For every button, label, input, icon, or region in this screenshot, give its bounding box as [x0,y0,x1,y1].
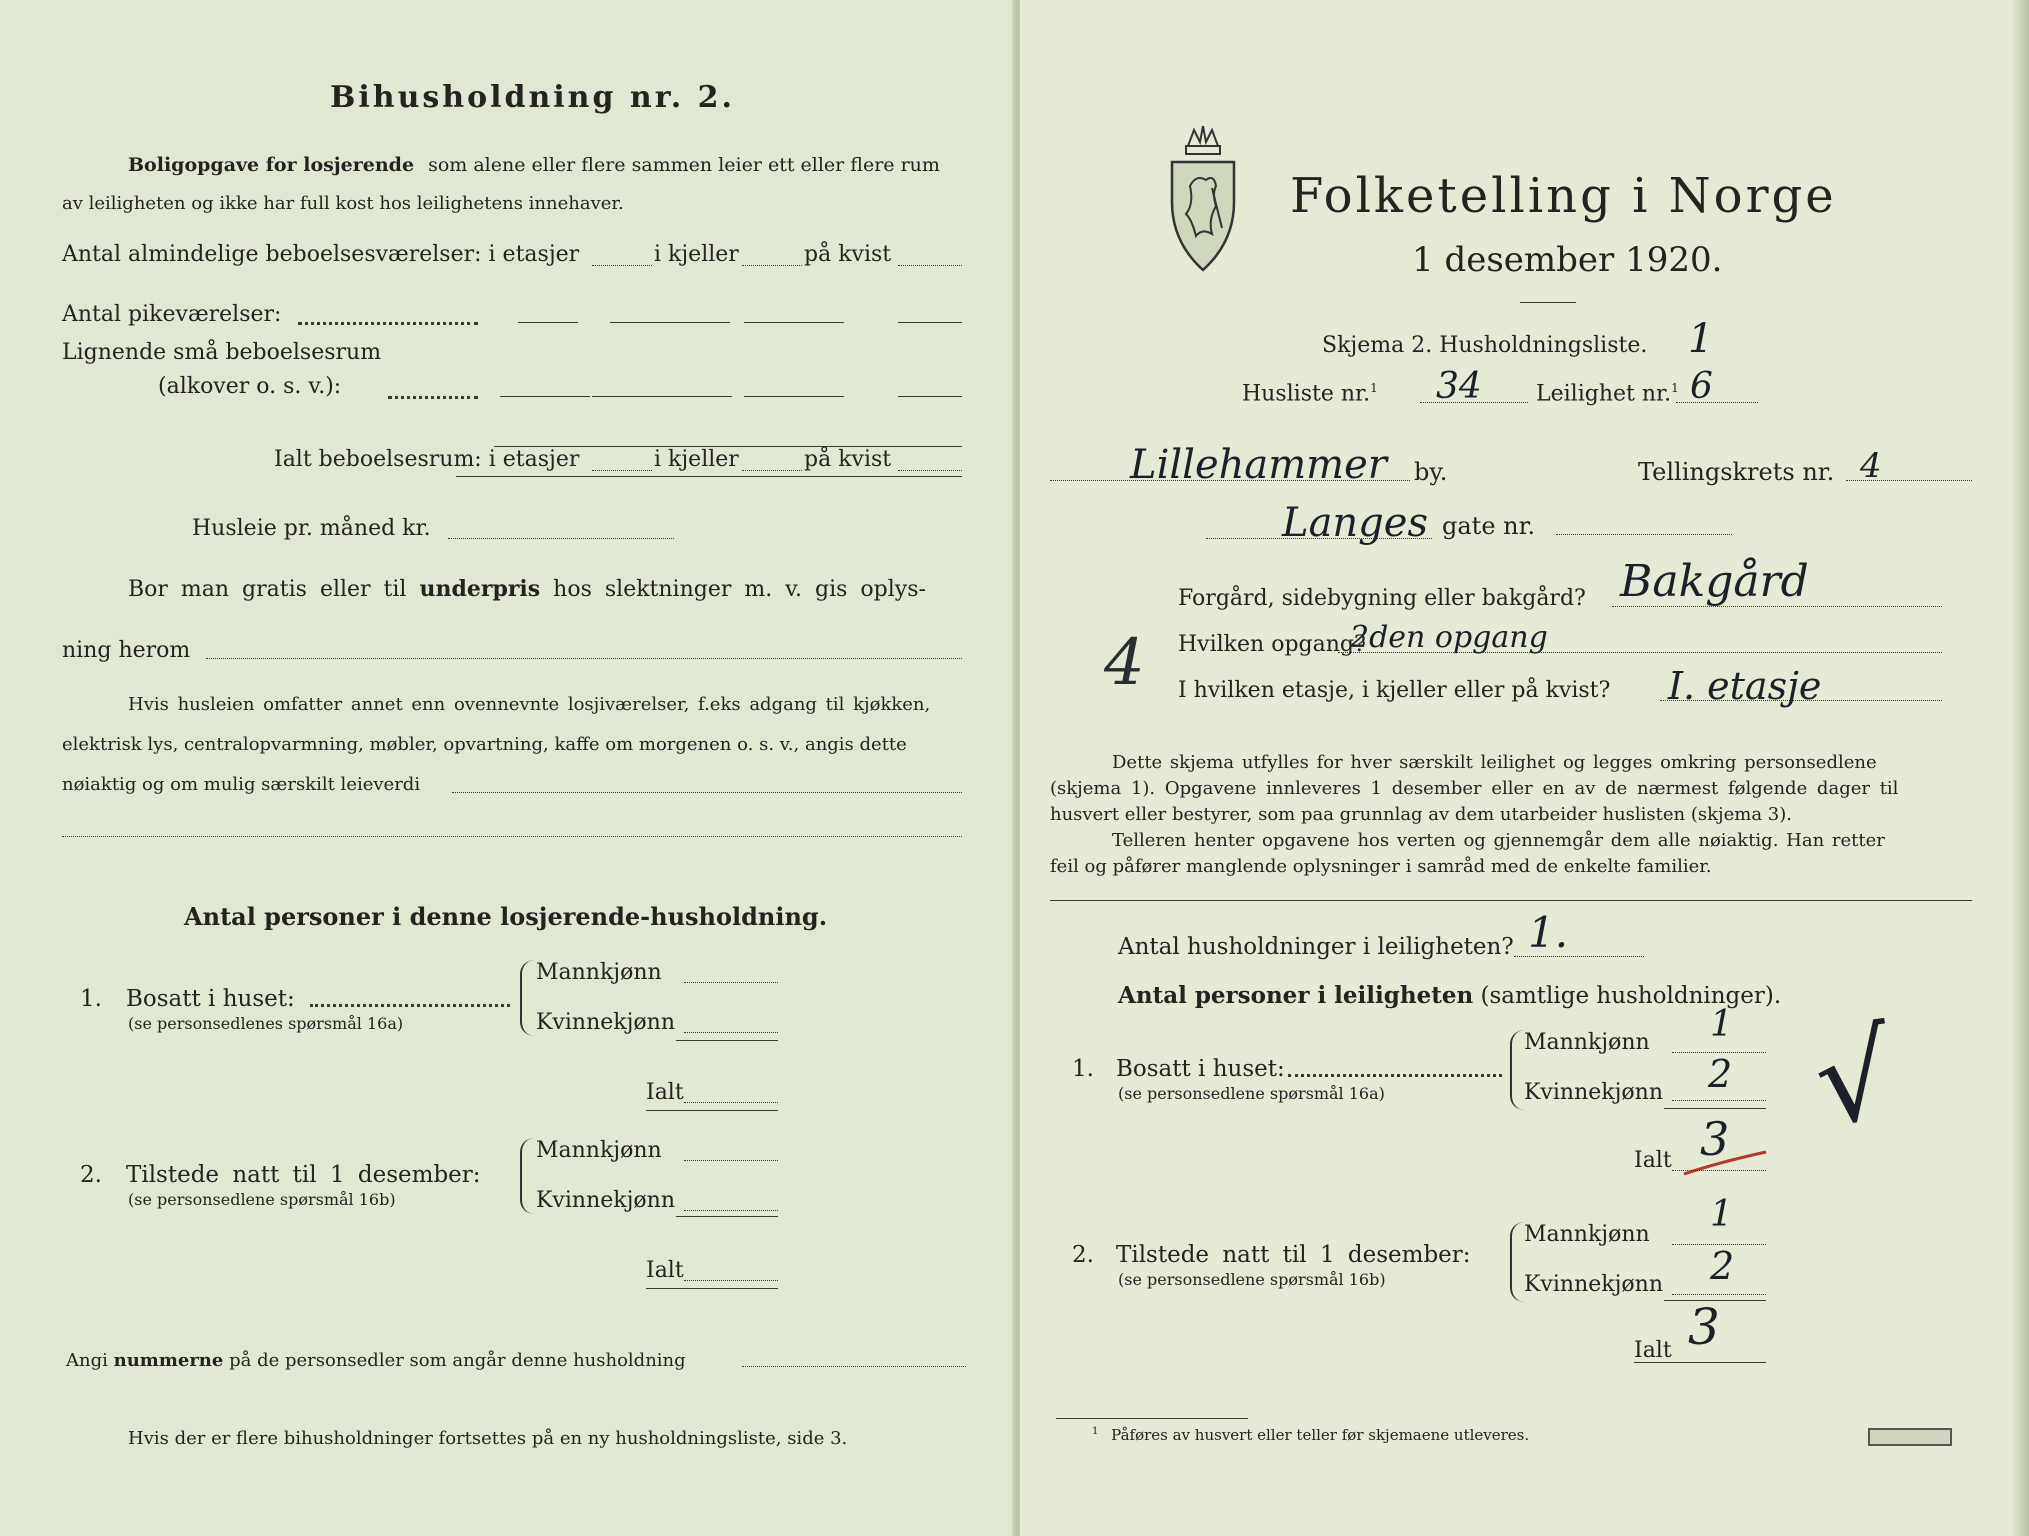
right-q2-kvinne-value[interactable]: 2 [1710,1244,1735,1288]
etasje-label: I hvilken etasje, i kjeller eller på kvist? [1178,678,1611,703]
info-line-4: Telleren henter opgavene hos verten og gjennemgår dem alle nøiaktig. Han retter [1112,830,1885,851]
intro-rest: som alene eller flere sammen leier ett eller flere rum [428,154,940,176]
pike-dots [298,322,478,325]
right-antal-heading [1118,982,1781,1009]
krets-value[interactable]: 4 [1860,446,1882,486]
right-q2-num: 2. [1072,1242,1094,1268]
right-q2-ialt-label: Ialt [1634,1338,1672,1363]
lign-dots [388,396,478,399]
info-line-5: feil og påfører manglende oplysninger i samråd med de enkelte familier. [1050,856,1712,877]
left-q2-kvinne-label: Kvinnekjønn [536,1188,675,1213]
footnote-rule [1056,1418,1248,1419]
etasje-value[interactable]: I. etasje [1668,664,1822,708]
rooms-kjeller-blank[interactable] [742,265,802,266]
left-q1-label: Bosatt i huset: [126,986,295,1012]
husleie-blank[interactable] [448,538,674,539]
gate-label: gate nr. [1442,512,1536,540]
gate-blank [1556,534,1732,535]
info-line-2: (skjema 1). Opgavene innleveres 1 desember eller en av de nærmest følgende dager til [1050,778,1899,799]
angi-rest: på de personsedler som angår denne husholdning [229,1350,686,1371]
leilighet-label-text: Leilighet nr. [1536,381,1672,407]
ialt-rooms-label: Ialt beboelsesrum: i etasjer [274,447,580,472]
angi-bold: nummerne [113,1350,224,1371]
pike-blank-3[interactable] [744,322,844,323]
bor-line-1 [128,576,926,602]
rooms-kjeller-label: i kjeller [654,242,739,267]
bor-text-a: Bor man gratis eller til [128,577,407,602]
page-edge-shadow [2011,0,2029,1536]
right-q2-label: Tilstede natt til 1 desember: [1116,1242,1471,1268]
husliste-label [1242,381,1378,406]
right-q1-mann-label: Mannkjønn [1524,1030,1650,1055]
antal-hush-label: Antal husholdninger i leiligheten? [1118,934,1514,960]
ialt-correction-stroke-icon [1680,1148,1770,1178]
right-q1-num: 1. [1072,1056,1094,1082]
right-q1-dots [1288,1074,1502,1077]
lign-blank-1[interactable] [500,396,590,397]
left-q1-ialt-blank[interactable] [684,1102,778,1103]
footnote-text: Påføres av husvert eller teller før skjemaene utleveres. [1111,1426,1530,1444]
intro-line-1 [128,154,940,176]
lign-blank-3[interactable] [744,396,844,397]
left-q2-ialt-blank[interactable] [684,1280,778,1281]
intro-bold: Boligopgave for losjerende [128,154,415,176]
pike-blank-4[interactable] [898,322,962,323]
lign-label-2: (alkover o. s. v.): [158,374,342,399]
ialt-kvist-label: på kvist [804,447,892,472]
info-line-3: husvert eller bestyrer, som paa grunnlag av dem utarbeider huslisten (skjema 3). [1050,804,1792,825]
right-q1-note: (se personsedlene spørsmål 16a) [1118,1084,1385,1103]
left-q1-num: 1. [80,986,102,1012]
opgang-blank [1338,652,1942,653]
krets-label: Tellingskrets nr. [1638,458,1835,486]
hvis-blank-2[interactable] [62,836,962,837]
rooms-kvist-label: på kvist [804,242,892,267]
opgang-value[interactable]: 2den opgang [1350,620,1548,655]
leilighet-sup: 1 [1671,381,1679,395]
ialt-rule-bottom [456,476,962,477]
town-blank [1050,480,1410,481]
right-antal-heading-rest: (samtlige husholdninger). [1480,983,1782,1009]
right-antal-heading-bold: Antal personer i leiligheten [1118,982,1474,1009]
left-q2-sum-rule [676,1216,778,1217]
left-title: Bihusholdning nr. 2. [330,80,735,115]
right-q1-ialt-value[interactable]: 3 [1700,1112,1730,1166]
angi-pre: Angi [66,1350,108,1371]
footnote [1092,1426,1529,1444]
right-q1-label: Bosatt i huset: [1116,1056,1285,1082]
footnote-num: 1 [1092,1426,1099,1437]
checkmark: √ [1806,1005,1902,1154]
hvis-line-1: Hvis husleien omfatter annet enn ovennevnte losjiværelser, f.eks adgang til kjøkken, [128,694,931,715]
lign-label-1: Lignende små beboelsesrum [62,340,382,365]
left-q2-mann-blank[interactable] [684,1160,778,1161]
rooms-kvist-blank[interactable] [898,265,962,266]
street-value[interactable]: Langes [1282,500,1428,546]
right-page-husholdningsliste [1020,0,2029,1536]
street-blank [1206,538,1432,539]
bor-line-2: ning herom [62,638,191,663]
left-q1-ialt-rule [646,1110,778,1111]
bor-underpris: underpris [419,576,541,602]
intro-line-2: av leiligheten og ikke har full kost hos leilighetens innehaver. [62,193,624,214]
printer-stamp [1868,1428,1952,1446]
bor-blank[interactable] [206,658,962,659]
husliste-value[interactable]: 34 [1436,366,1482,407]
opgang-label: Hvilken opgang? [1178,632,1366,657]
rooms-label: Antal almindelige beboelsesværelser: i etasjer [62,242,580,267]
left-q2-note: (se personsedlene spørsmål 16b) [128,1190,396,1209]
husliste-label-text: Husliste nr. [1242,381,1371,407]
leilighet-value[interactable]: 6 [1690,366,1713,407]
krets-blank [1846,480,1972,481]
right-q2-ialt-rule [1634,1362,1766,1363]
right-q2-mann-label: Mannkjønn [1524,1222,1650,1247]
by-label: by. [1414,458,1448,486]
norwegian-coat-of-arms-icon [1166,124,1240,274]
left-q1-sum-rule [676,1040,778,1041]
left-q1-mann-label: Mannkjønn [536,960,662,985]
right-q2-ialt-value[interactable]: 3 [1688,1298,1720,1356]
right-q2-mann-value[interactable]: 1 [1710,1194,1733,1235]
left-footer: Hvis der er flere bihusholdninger fortsettes på en ny husholdningsliste, side 3. [128,1428,848,1449]
left-q2-ialt-label: Ialt [646,1258,684,1283]
husleie-label: Husleie pr. måned kr. [192,516,431,541]
pike-blank-1[interactable] [518,322,578,323]
left-q1-dots [310,1004,510,1007]
ialt-kvist-blank[interactable] [898,470,962,471]
left-antal-heading: Antal personer i denne losjerende-husholdning. [184,902,828,931]
husliste-sup: 1 [1370,381,1378,395]
bor-text-b: hos slektninger m. v. gis oplys- [553,577,926,602]
ialt-kjeller-blank[interactable] [742,470,802,471]
hvis-blank-1[interactable] [452,792,962,793]
ialt-etasjer-blank[interactable] [592,470,652,471]
left-q2-mann-label: Mannkjønn [536,1138,662,1163]
info-line-1: Dette skjema utfylles for hver særskilt leilighet og legges omkring personsedlene [1112,752,1877,773]
antal-hush-value[interactable]: 1. [1528,908,1569,957]
right-q1-sum-rule [1664,1108,1766,1109]
left-q2-brace [520,1138,536,1214]
lign-blank-4[interactable] [898,396,962,397]
left-q1-brace [520,960,536,1036]
ialt-kjeller-label: i kjeller [654,447,739,472]
left-q2-label: Tilstede natt til 1 desember: [126,1162,481,1188]
town-value[interactable]: Lillehammer [1130,442,1387,488]
left-q1-note: (se personsedlenes spørsmål 16a) [128,1014,404,1033]
right-q1-kvinne-blank [1672,1100,1766,1101]
title-rule [1520,302,1576,303]
left-q1-kvinne-label: Kvinnekjønn [536,1010,675,1035]
skjema-label: Skjema 2. Husholdningsliste. [1322,333,1648,358]
husliste-blank [1420,402,1528,403]
angi-blank[interactable] [742,1366,966,1367]
left-page-bihusholdning [0,0,1014,1536]
hvis-line-2: elektrisk lys, centralopvarmning, møbler, opvartning, kaffe om morgenen o. s. v., angis dette [62,734,907,755]
antal-hush-blank [1514,956,1644,957]
forgaard-blank [1612,606,1942,607]
right-q1-kvinne-value[interactable]: 2 [1708,1052,1733,1096]
etasje-blank [1660,700,1942,701]
forgaard-value[interactable]: Bakgård [1620,556,1809,607]
forgaard-label: Forgård, sidebygning eller bakgård? [1178,586,1586,611]
left-q1-mann-blank[interactable] [684,982,778,983]
left-q1-kvinne-blank[interactable] [684,1032,778,1033]
info-rule [1050,900,1972,901]
right-q2-kvinne-label: Kvinnekjønn [1524,1272,1663,1297]
leilighet-blank [1676,402,1758,403]
right-q1-ialt-label: Ialt [1634,1148,1672,1173]
left-q1-ialt-label: Ialt [646,1080,684,1105]
left-q2-ialt-rule [646,1288,778,1289]
right-q1-kvinne-label: Kvinnekjønn [1524,1080,1663,1105]
left-q2-num: 2. [80,1162,102,1188]
margin-mark: 4 [1104,626,1145,700]
hvis-line-3: nøiaktig og om mulig særskilt leieverdi [62,774,421,795]
pike-blank-2[interactable] [610,322,730,323]
right-date: 1 desember 1920. [1412,240,1723,280]
leilighet-label [1536,381,1679,406]
right-q2-note: (se personsedlene spørsmål 16b) [1118,1270,1386,1289]
right-q1-mann-value[interactable]: 1 [1710,1004,1733,1045]
skjema-nr-value: 1 [1688,316,1714,362]
left-q2-kvinne-blank[interactable] [684,1210,778,1211]
right-q1-ialt-blank [1672,1170,1766,1171]
rooms-etasjer-blank[interactable] [592,265,652,266]
right-title: Folketelling i Norge [1290,168,1837,224]
lign-blank-2[interactable] [592,396,732,397]
right-q2-kvinne-blank [1672,1294,1766,1295]
angi-line [66,1350,686,1371]
pike-label: Antal pikeværelser: [62,302,282,327]
